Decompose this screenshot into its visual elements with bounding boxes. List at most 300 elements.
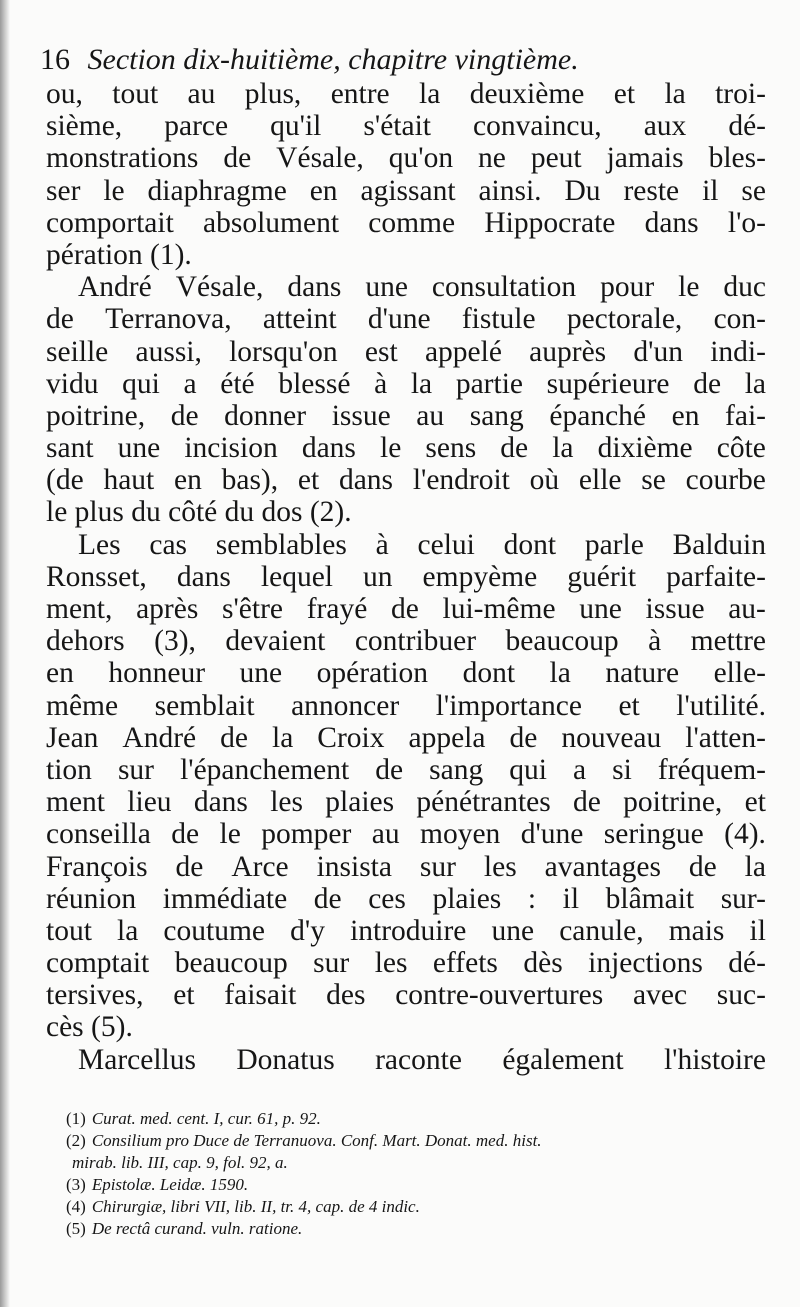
word: a: [183, 367, 197, 400]
word: avantages: [544, 850, 661, 883]
word: seringue: [603, 818, 704, 851]
word: semblait: [154, 689, 255, 722]
word: donner: [224, 399, 307, 432]
word: tout: [46, 914, 92, 947]
word: le: [678, 271, 700, 304]
body-text: [46, 78, 766, 1076]
word: il: [562, 882, 580, 915]
word: et: [297, 464, 320, 497]
word: devaient: [225, 625, 326, 658]
word: au: [371, 818, 400, 851]
text-line: [46, 818, 766, 850]
word: l'importance: [435, 689, 582, 722]
word: absolument: [203, 206, 340, 239]
word: mais: [668, 914, 725, 947]
word: injections: [588, 947, 703, 980]
word: en: [309, 174, 338, 207]
text-line: [46, 142, 766, 174]
footnote-number: (1): [66, 1109, 86, 1128]
word: haut: [103, 464, 155, 497]
footnote-text: mirab. lib. III, cap. 9, fol. 92, a.: [72, 1153, 288, 1172]
word: sens: [425, 432, 477, 465]
word: à: [374, 367, 388, 400]
text-line: [46, 657, 766, 689]
word: monstrations: [46, 142, 199, 175]
word: une: [365, 271, 408, 304]
word: partie: [455, 367, 523, 400]
word: atteint: [262, 303, 337, 336]
page-number: 16: [40, 43, 70, 76]
footnotes: [66, 1108, 776, 1240]
word: dans: [287, 271, 342, 304]
word: faisait: [224, 979, 297, 1012]
text-line: [46, 175, 766, 207]
word: du: [224, 496, 262, 529]
word: des: [326, 979, 366, 1012]
word: les: [483, 850, 517, 883]
word: vidu: [46, 367, 99, 400]
text-line: [46, 851, 766, 883]
text-line: [46, 432, 766, 464]
text-line: [46, 464, 766, 496]
word: agissant: [360, 174, 456, 207]
word: le: [103, 174, 125, 207]
word: canule,: [559, 914, 644, 947]
word: empyème: [422, 560, 538, 593]
word: la: [419, 78, 441, 110]
word: reste: [623, 174, 680, 207]
word: le: [46, 496, 75, 529]
word: Hippocrate: [484, 206, 616, 239]
word: été: [220, 367, 255, 400]
word: d'y: [290, 914, 325, 947]
word: à: [375, 528, 389, 561]
word: insista: [316, 850, 392, 883]
word: lui-même: [442, 593, 556, 625]
word: la: [410, 367, 433, 400]
word: parle: [584, 528, 644, 561]
word: comme: [368, 206, 456, 239]
word: André: [78, 271, 152, 304]
word: issue: [645, 593, 705, 625]
word: Vésale,: [276, 142, 364, 175]
word: conseilla: [46, 818, 151, 851]
word: de: [375, 753, 404, 786]
word: en: [46, 657, 74, 690]
text-line: [46, 400, 766, 432]
word: au: [187, 78, 216, 110]
word: poitrine,: [623, 786, 723, 819]
word: les: [374, 947, 408, 980]
word: en: [671, 399, 700, 432]
footnote-text: De rectâ curand. vuln. ratione.: [91, 1219, 303, 1238]
word: ainsi.: [478, 174, 542, 207]
word: de: [573, 786, 601, 819]
word: ment,: [46, 593, 113, 625]
footnote: [66, 1196, 776, 1218]
text-line: [46, 303, 766, 335]
word: ou,: [46, 78, 83, 110]
word: semblables: [215, 528, 347, 561]
word: aussi,: [135, 335, 202, 368]
page-header: [40, 40, 760, 80]
word: opération: [316, 657, 429, 690]
word: dé-: [728, 110, 766, 143]
word: :: [527, 882, 537, 915]
word: sur-: [720, 882, 766, 915]
text-line: [46, 529, 766, 561]
footnote: [66, 1218, 776, 1240]
word: auprès: [529, 335, 607, 368]
word: de: [223, 142, 252, 175]
word: blâmait: [605, 882, 695, 915]
text-line: [46, 690, 766, 722]
word: pération: [46, 238, 151, 271]
word: de: [693, 367, 722, 400]
text-line: [46, 110, 766, 142]
word: le: [219, 818, 241, 851]
word: même: [46, 689, 119, 722]
text-line: [46, 271, 766, 303]
word: dans: [338, 464, 394, 497]
text-line: [46, 207, 766, 239]
word: l'histoire: [663, 1043, 766, 1076]
word: également: [502, 1043, 624, 1076]
text-line: [46, 915, 766, 947]
word: plus: [74, 496, 132, 529]
word: annoncer: [291, 689, 400, 722]
word: suc-: [716, 979, 766, 1012]
word: celui: [417, 528, 475, 561]
word: ment: [46, 786, 105, 819]
text-line: [46, 1011, 766, 1043]
word: de: [46, 303, 74, 336]
word: duc: [723, 271, 766, 304]
word: sang: [429, 753, 484, 786]
word: à: [648, 625, 662, 658]
text-line: [46, 625, 766, 657]
word: plus,: [244, 78, 302, 110]
text-line: [46, 722, 766, 754]
word: Arce: [231, 850, 289, 883]
word: Vésale,: [175, 271, 264, 304]
word: de: [688, 850, 717, 883]
word: qu'il: [270, 110, 322, 143]
word: beaucoup: [174, 947, 288, 980]
running-head: Section dix-huitième, chapitre vingtième.: [87, 43, 579, 76]
word: appelé: [424, 335, 502, 368]
word: la: [664, 78, 686, 110]
word: côté: [168, 496, 225, 529]
word: s'être: [222, 593, 284, 625]
word: et: [173, 979, 195, 1012]
word: aux: [643, 110, 687, 143]
word: honneur: [108, 657, 206, 690]
paragraph: [46, 78, 766, 271]
word: Ronsset,: [46, 560, 147, 593]
word: (3),: [154, 625, 196, 658]
footnote-text: Epistolæ. Leidæ. 1590.: [91, 1175, 249, 1194]
footnote-number: (3): [66, 1175, 86, 1194]
word: qui: [509, 753, 547, 786]
word: dès: [523, 947, 563, 980]
word: comptait: [46, 947, 150, 980]
word: guérit: [567, 560, 637, 593]
word: fai-: [725, 399, 766, 432]
word: Marcellus: [78, 1043, 196, 1076]
word: qu'on: [388, 142, 454, 175]
footnote-number: (5): [66, 1219, 86, 1238]
word: comportait: [46, 206, 174, 239]
word: (de: [46, 464, 84, 497]
word: (5).: [91, 1011, 133, 1044]
word: Terranova,: [105, 303, 232, 336]
word: le: [380, 432, 402, 465]
word: nature: [605, 657, 680, 690]
word: après: [136, 593, 199, 625]
word: indi-: [710, 335, 766, 368]
word: dont: [503, 528, 557, 561]
word: seille: [46, 335, 109, 368]
text-line: [46, 883, 766, 915]
word: l'utilité.: [676, 689, 766, 722]
word: la: [744, 367, 766, 400]
word: pour: [600, 271, 655, 304]
text-line: [46, 593, 766, 625]
word: d'un: [633, 335, 683, 368]
word: (1).: [150, 238, 192, 271]
word: se: [641, 464, 666, 497]
word: dans: [176, 560, 231, 593]
word: la: [117, 914, 139, 947]
word: ces: [368, 882, 406, 915]
word: se: [741, 174, 766, 207]
word: Croix: [317, 721, 385, 754]
word: parfaite-: [666, 560, 766, 593]
word: courbe: [685, 464, 766, 497]
word: un: [363, 560, 393, 593]
word: en: [174, 464, 202, 497]
word: pénétrantes: [416, 786, 551, 819]
word: effets: [432, 947, 498, 980]
word: deuxième: [469, 78, 585, 110]
word: la: [744, 850, 766, 883]
word: elle-: [713, 657, 766, 690]
word: dixième: [597, 432, 693, 465]
paragraph: [46, 271, 766, 529]
text-line: [46, 1044, 766, 1076]
word: dont: [462, 657, 516, 690]
word: introduire: [350, 914, 467, 947]
word: épanché: [549, 399, 647, 432]
word: au-: [728, 593, 766, 625]
word: tersives,: [46, 979, 144, 1012]
word: réunion: [46, 882, 137, 915]
word: convaincu,: [473, 110, 602, 143]
word: fréquem-: [657, 753, 766, 786]
paragraph: [46, 529, 766, 1044]
word: sur: [117, 753, 155, 786]
word: Balduin: [672, 528, 766, 561]
word: plaies: [432, 882, 502, 915]
text-line: [46, 754, 766, 786]
word: cès: [46, 1011, 92, 1044]
word: blessé: [278, 367, 351, 400]
text-line: [46, 561, 766, 593]
word: diaphragme: [147, 174, 287, 207]
word: si: [612, 753, 632, 786]
word: André: [122, 721, 197, 754]
word: l'atten-: [685, 721, 766, 754]
word: con-: [713, 303, 766, 336]
footnote-text: Consilium pro Duce de Terranuova. Conf. Mart. Donat. med. hist.: [91, 1131, 542, 1150]
word: de: [390, 593, 419, 625]
word: dos: [261, 496, 310, 529]
word: (2).: [309, 496, 352, 529]
word: est: [364, 335, 398, 368]
word: dans: [193, 786, 248, 819]
footnote-number: (2): [66, 1131, 86, 1150]
text-line: [46, 496, 766, 528]
word: moyen: [420, 818, 501, 851]
text-line: [46, 336, 766, 368]
word: avec: [633, 979, 688, 1012]
word: la: [549, 657, 571, 690]
word: sur: [313, 947, 350, 980]
word: il: [702, 174, 719, 207]
word: tout: [112, 78, 159, 110]
word: bles-: [708, 142, 766, 175]
word: ne: [478, 142, 506, 175]
word: et: [613, 78, 636, 110]
word: du: [131, 496, 169, 529]
word: de: [220, 721, 248, 754]
word: François: [46, 850, 148, 883]
word: immédiate: [162, 882, 288, 915]
word: Jean: [46, 721, 99, 754]
word: beaucoup: [505, 625, 619, 658]
word: appela: [408, 721, 486, 754]
word: pectorale,: [566, 303, 683, 336]
word: une: [579, 593, 622, 625]
word: consultation: [431, 271, 577, 304]
word: l'épanchement: [180, 753, 350, 786]
word: troi-: [715, 78, 766, 110]
word: lieu: [127, 786, 172, 819]
text-line: [46, 78, 766, 110]
word: où: [529, 464, 560, 497]
word: parce: [164, 110, 229, 143]
word: de: [171, 818, 200, 851]
word: une: [491, 914, 535, 947]
word: au: [416, 399, 445, 432]
word: s'était: [363, 110, 431, 143]
word: une: [117, 432, 161, 465]
word: frayé: [306, 593, 368, 625]
paragraph: [46, 1044, 766, 1076]
text-line: [46, 947, 766, 979]
word: cas: [149, 528, 188, 561]
word: la: [552, 432, 574, 465]
word: ser: [46, 174, 81, 207]
word: bas),: [221, 464, 279, 497]
word: (4).: [724, 818, 766, 851]
word: Donatus: [236, 1043, 335, 1076]
word: côte: [716, 432, 766, 465]
word: lequel: [260, 560, 334, 593]
word: d'une: [520, 818, 584, 851]
word: une: [239, 657, 283, 690]
footnote-text: Curat. med. cent. I, cur. 61, p. 92.: [91, 1109, 321, 1128]
word: sième,: [46, 110, 123, 143]
word: dé-: [728, 947, 766, 980]
word: raconte: [375, 1043, 462, 1076]
word: issue: [331, 399, 391, 432]
word: sang: [469, 399, 524, 432]
word: sur: [419, 850, 456, 883]
word: il: [749, 914, 766, 947]
text-line: [46, 786, 766, 818]
word: contribuer: [354, 625, 477, 658]
word: dehors: [46, 625, 125, 658]
word: fistule: [461, 303, 536, 336]
word: de: [313, 882, 342, 915]
word: elle: [578, 464, 622, 497]
word: dans: [644, 206, 699, 239]
word: Les: [78, 528, 121, 561]
word: tion: [46, 753, 92, 786]
word: et: [744, 786, 766, 819]
word: l'o-: [727, 206, 766, 239]
word: plaies: [325, 786, 395, 819]
footnote: [66, 1130, 776, 1152]
word: lorsqu'on: [229, 335, 338, 368]
footnote-text: Chirurgiæ, libri VII, lib. II, tr. 4, cap. de 4 indic.: [91, 1197, 420, 1216]
word: de: [175, 850, 204, 883]
word: nouveau: [561, 721, 662, 754]
word: incision: [184, 432, 278, 465]
footnote: [66, 1108, 776, 1130]
footnote: [66, 1152, 776, 1174]
word: dans: [301, 432, 356, 465]
word: l'endroit: [412, 464, 510, 497]
word: Du: [564, 174, 601, 207]
word: qui: [122, 367, 160, 400]
word: d'une: [367, 303, 431, 336]
footnote-number: (4): [66, 1197, 86, 1216]
word: pomper: [261, 818, 352, 851]
word: supérieure: [546, 367, 670, 400]
word: de: [509, 721, 538, 754]
word: de: [170, 399, 199, 432]
word: sant: [46, 432, 94, 465]
text-line: [46, 368, 766, 400]
footnote: [66, 1174, 776, 1196]
word: de: [500, 432, 529, 465]
word: entre: [330, 78, 390, 110]
text-line: [46, 979, 766, 1011]
word: la: [272, 721, 294, 754]
word: mettre: [690, 625, 766, 658]
word: les: [270, 786, 303, 819]
word: jamais: [606, 142, 684, 175]
word: peut: [530, 142, 582, 175]
word: a: [573, 753, 587, 786]
text-line: [46, 239, 766, 271]
word: contre-ouvertures: [395, 979, 604, 1012]
word: coutume: [163, 914, 266, 947]
word: et: [618, 689, 640, 722]
